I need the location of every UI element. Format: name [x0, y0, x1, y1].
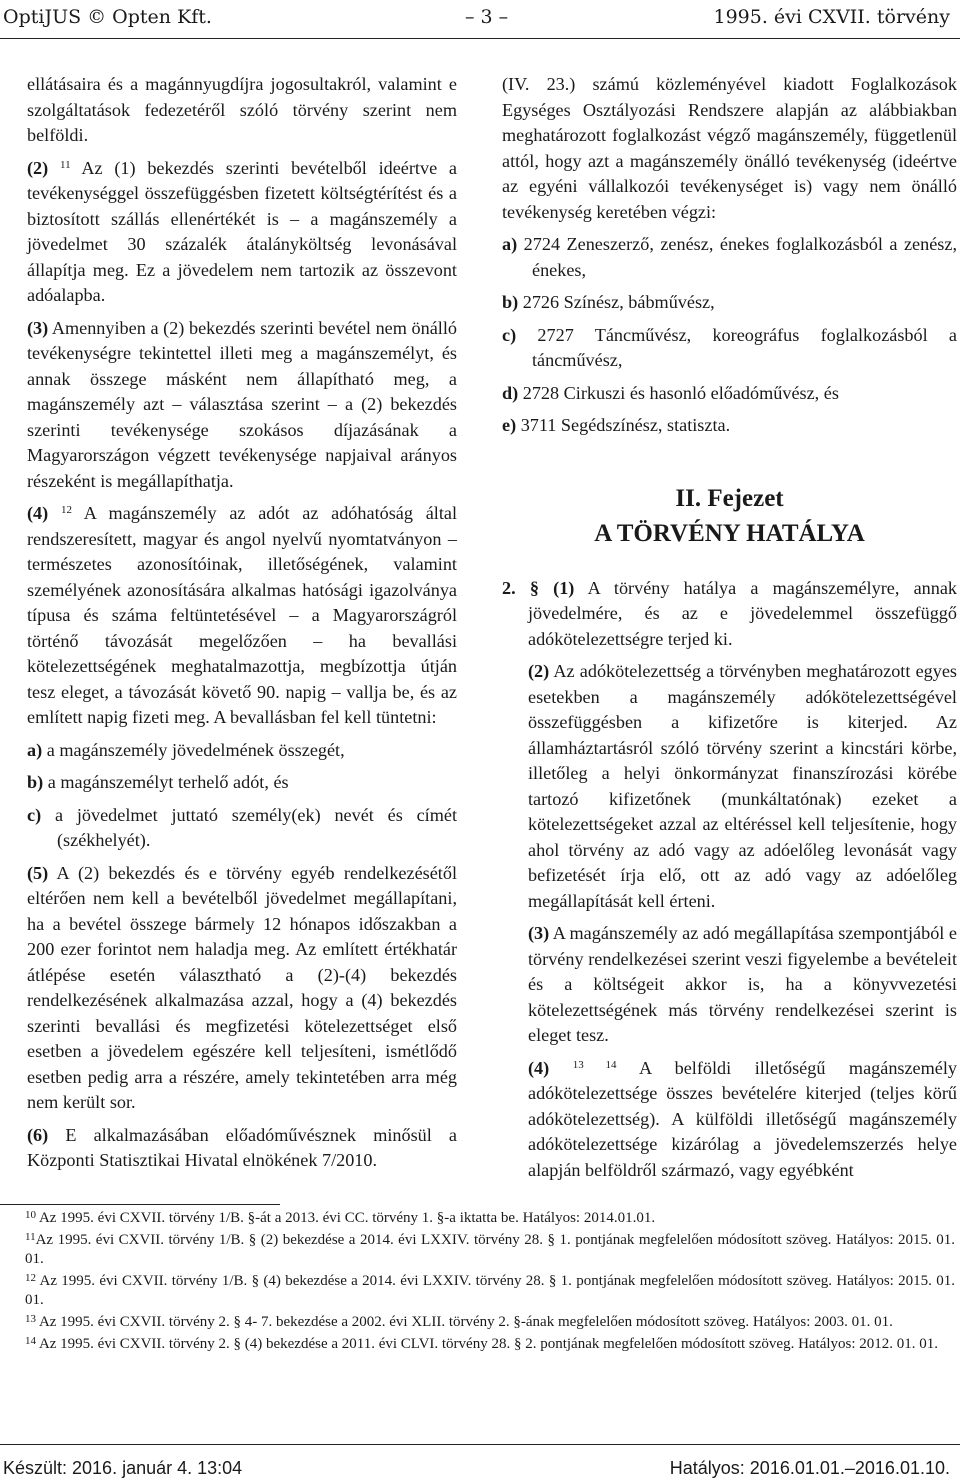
chapter-title: A TÖRVÉNY HATÁLYA — [594, 519, 865, 547]
list-item — [27, 738, 457, 764]
paragraph-number: (3) — [528, 923, 550, 943]
paragraph-number: (5) — [27, 862, 49, 883]
footnote-11 — [3, 1231, 955, 1269]
footer-created: Készült: 2016. január 4. 13:04 — [3, 1458, 243, 1478]
list-item-text: 3711 Segédszínész, statiszta. — [520, 415, 731, 435]
footnote-12 — [3, 1272, 955, 1310]
list-item-text: 2726 Színész, bábművész, — [522, 292, 715, 312]
paragraph-number: (4) — [27, 503, 49, 523]
header-law-title: 1995. évi CXVII. törvény — [713, 6, 950, 28]
list-item — [502, 381, 957, 407]
paragraph-text: A törvény hatálya a magánszemélyre, annak jövedelmére, és az e jövedelemmel összefüggő adókötelezettségre terjed ki. — [528, 577, 957, 649]
footer-rule — [0, 1444, 960, 1445]
paragraph-text: E alkalmazásában előadóművésznek minősül a Központi Statisztikai Hivatal elnökének 7/2010. — [27, 1124, 458, 1170]
list-item — [502, 290, 957, 316]
footnote-text: Az 1995. évi CXVII. törvény 2. § 4- 7. bekezdése a 2002. évi XLII. törvény 2. §-ának megfelelően módosított szöveg. Hatályos: 2003. 01. 01. — [38, 1314, 893, 1330]
footnote-13 — [3, 1313, 955, 1332]
list-item-text: 2727 Táncművész, koreográfus foglalkozásból a táncművész, — [532, 324, 958, 370]
paragraph-2 — [27, 156, 457, 309]
footer-effective: Hatályos: 2016.01.01.–2016.01.10. — [669, 1458, 950, 1478]
header-rule — [0, 38, 960, 39]
list-item-key: d) — [502, 382, 519, 403]
list-item-key: e) — [502, 415, 517, 435]
footnote-number: 11 — [25, 1231, 36, 1243]
list-item-key: c) — [27, 804, 42, 825]
right-column — [502, 72, 957, 1190]
section-2-paragraph-3 — [502, 921, 957, 1049]
paragraph-number: (3) — [27, 317, 49, 338]
list-item-key: a) — [27, 739, 43, 760]
list-item-text: 2724 Zeneszerző, zenész, énekes foglalkozásból a zenész, énekes, — [523, 234, 957, 280]
footnote-number: 10 — [25, 1209, 36, 1221]
footnote-14 — [3, 1335, 955, 1354]
page-header — [0, 0, 960, 40]
chapter-number: II. Fejezet — [675, 484, 784, 512]
list-item-key: c) — [502, 324, 517, 345]
section-sign: § — [529, 577, 539, 598]
list-item-key: b) — [502, 292, 519, 312]
footnote-ref-13-14[interactable]: 13 14 — [572, 1058, 617, 1071]
paragraph-number: (6) — [27, 1124, 49, 1145]
paragraph-number: (4) — [528, 1057, 550, 1078]
section-2-paragraph-2 — [502, 659, 957, 914]
chapter-heading — [502, 481, 957, 551]
left-column — [27, 72, 457, 1181]
list-item — [502, 232, 957, 283]
paragraph-number: (2) — [528, 661, 550, 681]
paragraph-text: Az (1) bekezdés szerinti bevételből ideértve a tevékenységgel összefüggésben fizetett költségtérítést és a biztosított szállás ellenértékét is – a magánszemély a jövedelmet 30 százalék átalányköltség levonásával állapítja meg. Ez a jövedelem nem tartozik az összevont adóalapba. — [27, 157, 458, 305]
paragraph-continuation: ellátásaira és a magánnyugdíjra jogosultakról, valamint e szolgáltatások fedezetéről szóló törvény szerint nem belföldi. — [27, 74, 457, 145]
footnote-number: 12 — [25, 1272, 36, 1284]
paragraph-text: A magánszemély az adó megállapítása szempontjából e törvény rendelkezései szerint veszi figyelembe a bevételeit és a költségeit akkor is, ha a könyvvezetési kötelezettségének más törvény rendelkezései szerint is eleget tesz. — [528, 923, 957, 1045]
paragraph-3 — [27, 316, 457, 495]
section-2-paragraph-1 — [502, 576, 957, 653]
paragraph-text: A magánszemély az adót az adóhatóság által rendszeresített, magyar és angol nyelvű nyomtatványon – természetes azonosítóinak, illetőségének, valamint személyének azonosítására alkalmas hatósági igazolványa típusa és száma feltüntetésével – a Magyarországról történő távozását megelőzően – ha bevallási kötelezettségének meghatalmazottja, megbízottja útján tesz eleget, a távozását követő 90. napig – vallja be, és az említett napig fizeti meg. A bevallásban fel kell tüntetni: — [27, 503, 457, 727]
footnotes — [3, 1209, 955, 1357]
paragraph-5 — [27, 861, 457, 1116]
list-item-text: a magánszemélyt terhelő adót, és — [47, 772, 289, 792]
footnote-number: 14 — [25, 1335, 36, 1347]
list-item-key: b) — [27, 772, 44, 792]
footnote-text: Az 1995. évi CXVII. törvény 1/B. §-át a 2013. évi CC. törvény 1. §-a iktatta be. Hatályos: 2014.01.01. — [38, 1210, 656, 1226]
list-item — [27, 803, 457, 854]
footnote-rule — [0, 1204, 280, 1205]
list-item-text: a magánszemély jövedelmének összegét, — [46, 739, 345, 760]
footnote-number: 13 — [25, 1313, 36, 1325]
paragraph-text: A belföldi illetőségű magánszemély adókötelezettsége összes bevételére kiterjed (teljes körű adókötelezettség). A külföldi illetőségű magánszemély adókötelezettsége kizárólag a jövedelemszerzés helye alapján belföldről származó, vagy egyébként — [528, 1057, 957, 1180]
section-2-paragraph-4 — [502, 1056, 957, 1184]
list-item — [27, 770, 457, 796]
list-item-text: a jövedelmet juttató személy(ek) nevét és címét (székhelyét). — [54, 804, 458, 850]
header-page-number: – 3 – — [465, 6, 509, 28]
paragraph-text: A (2) bekezdés és e törvény egyéb rendelkezésétől eltérően nem kell a bevételből jövedelmet megállapítani, ha a bevétel összege bármely 12 hónapos időszakban a 200 ezer forintot nem haladja meg. Az említett értékhatár átlépése esetén választható a (2)-(4) bekezdés rendelkezésének alkalmazása azzal, hogy a (4) bekezdés szerinti bevallási és megfizetési kötelezettséget első esetben a jövedelem egészére kell teljesíteni, ismétlődő esetben pedig arra a részére, amely tekintetében arra még nem került sor. — [27, 862, 458, 1112]
footnote-ref-12[interactable]: 12 — [60, 504, 72, 516]
header-publisher: OptiJUS © Opten Kft. — [3, 6, 212, 28]
paragraph-6 — [27, 1123, 457, 1174]
footnote-ref-11[interactable]: 11 — [60, 158, 71, 171]
paragraph-continuation: (IV. 23.) számú közleményével kiadott Foglalkozások Egységes Osztályozási Rendszere alapján az alábbiakban meghatározott foglalkozást végző magánszemély, függetlenül attól, hogy azt a magánszemély önálló tevékenység (ideértve az egyéni vállalkozói tevékenységet is) vagy nem önálló tevékenység keretében végzi: — [502, 74, 957, 222]
footnote-text: Az 1995. évi CXVII. törvény 1/B. § (2) bekezdése a 2014. évi LXXIV. törvény 28. § 1. pontjának megfelelően módosított szöveg. Hatályos: 2015. 01. 01. — [25, 1232, 955, 1267]
footnote-text: Az 1995. évi CXVII. törvény 1/B. § (4) bekezdése a 2014. évi LXXIV. törvény 28. § 1. pontjának megfelelően módosított szöveg. Hatályos: 2015. 01. 01. — [25, 1273, 955, 1308]
section-number: 2. — [502, 577, 516, 598]
paragraph-4 — [27, 501, 457, 731]
footnote-text: Az 1995. évi CXVII. törvény 2. § (4) bekezdése a 2011. évi CLVI. törvény 28. § 2. pontjának megfelelően módosított szöveg. Hatályos: 2012. 01. 01. — [38, 1336, 939, 1352]
paragraph-text: Amennyiben a (2) bekezdés szerinti bevétel nem önálló tevékenységre tekintettel illeti meg a magánszemélyt, és annak összege másként nem állapítható meg, a magánszemély azt – választása szerint – a (2) bekezdés szerinti tevékenysége szokásos díjazásának a Magyarországon végzett tevékenysége napjaival arányos részeként is megállapíthatja. — [27, 317, 457, 491]
list-item — [502, 413, 957, 439]
list-item-key: a) — [502, 234, 518, 254]
list-item-text: 2728 Cirkuszi és hasonló előadóművész, és — [522, 382, 839, 403]
paragraph-number: (2) — [27, 157, 49, 178]
footnote-10 — [3, 1209, 955, 1228]
paragraph-number: (1) — [553, 577, 575, 598]
list-item — [502, 323, 957, 374]
paragraph-text: Az adókötelezettség a törvényben meghatározott egyes esetekben a magánszemély adókötelezettségével összefüggésben a kifizetőre is kiterjed. Az államháztartásról szóló törvény szerint a kincstári körbe, illetőleg a helyi önkormányzat finanszírozási körébe tartozó kifizetőnek (munkáltatónak) ezeket a kötelezettségeket azzal az eltéréssel kell teljesítenie, hogy ahol törvény az adó vagy az adóelőleg levonását vagy befizetését írja elő, ott az adó vagy az adóelőleg megállapítását kell érteni. — [528, 661, 957, 911]
